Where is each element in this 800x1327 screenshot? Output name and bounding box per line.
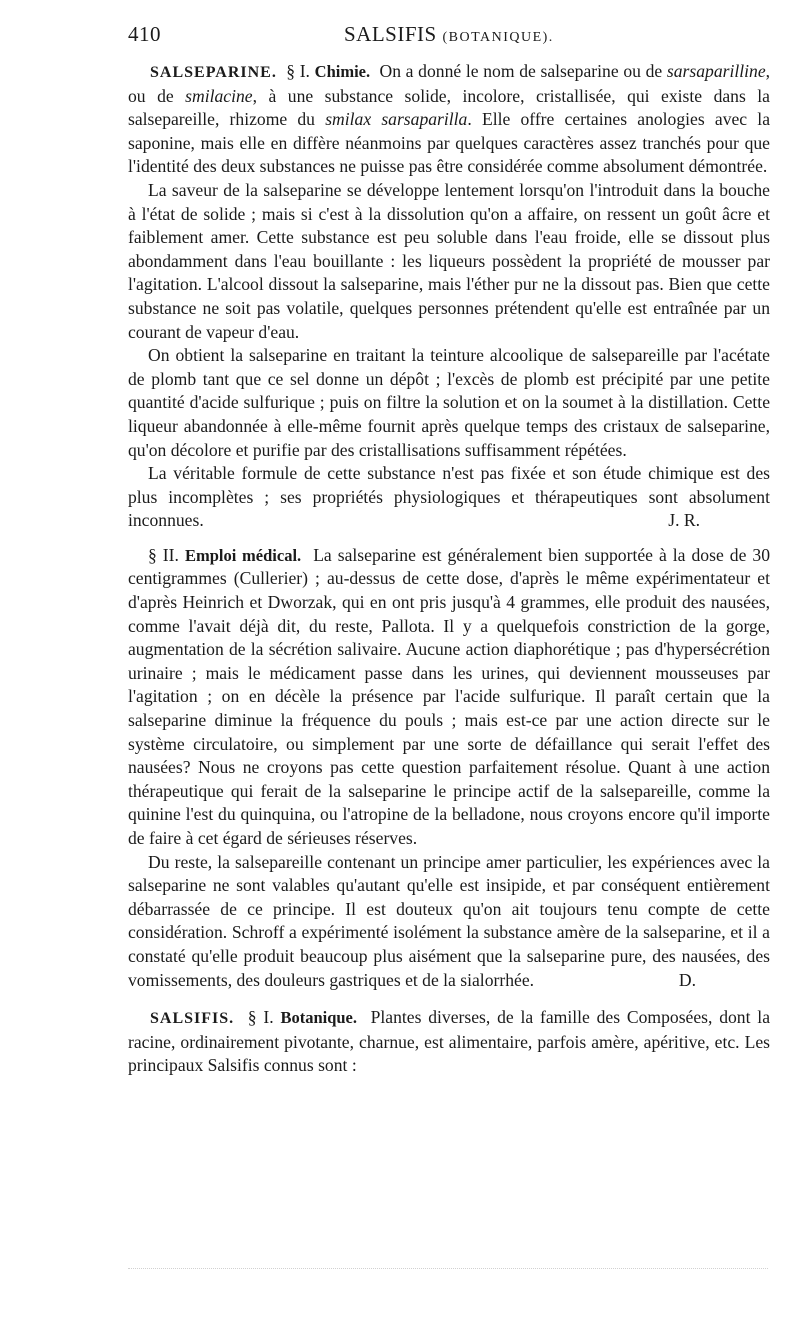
running-head [128, 18, 768, 48]
article-body [128, 60, 770, 1078]
italic-term: sarsaparilline [666, 61, 766, 81]
italic-term: smilax sarsaparilla [325, 109, 468, 130]
text-run: , ou de [128, 61, 771, 106]
text-run: Plantes diverses, de la famille des Composées, dont la racine, ordinairement pivotante, charnue, est alimentaire, parfois amère, apéritive, etc. Les principaux Salsifis connus sont : [128, 1007, 770, 1076]
section-title: Emploi médical. [184, 545, 302, 565]
paragraph: On obtient la salseparine en traitant la teinture alcoolique de salsepareille par l'acétate de plomb tant que ce sel donne un dépôt ; l'excès de plomb est précipité par une petite quantité d'acide sulfurique ; puis on filtre la solution et on la soumet à la distillation. Cette liqueur abandonnée à elle-même fournit après quelque temps des cristaux de salseparine, qu'on décolore et purifie par des cristallisations suffisamment répétées. [128, 345, 770, 460]
entry-heading: SALSEPARINE. [150, 64, 277, 81]
author-signature: J. R. [668, 510, 700, 531]
text-run: . Elle offre certaines anologies avec la saponine, mais elle en diffère néanmoins par quelques caractères assez tranchés pour que l'identité des deux substances ne puisse pas être considérée comme absolument démontrée. [128, 109, 770, 177]
running-title-main: SALSIFIS [344, 22, 437, 46]
paragraph [128, 544, 770, 851]
text-run: Du reste, la salsepareille contenant un principe amer particulier, les expériences avec la salseparine ne sont valables qu'autant qu'elle est insipide, et par conséquent entièrement débarrassée de ce principe. Il est douteux qu'on ait toujours tenu compte de cette considération. Schroff a expérimenté isolément la substance amère de la salseparine, et il a constaté qu'elle produit beaucoup plus aisément que la salseparine pure, des nausées, des vomissements, des douleurs gastriques et de la sialorrhée. [128, 851, 770, 990]
running-title-sub: (BOTANIQUE). [442, 30, 554, 45]
page-number: 410 [128, 22, 161, 46]
paragraph [128, 851, 770, 993]
text-run: La salseparine est généralement bien supportée à la dose de 30 centigrammes (Cullerier) ; au-dessus de cette dose, d'après le même expérimentateur et d'après Heinrich et Dworzak, qui en ont pris jusqu'à 4 grammes, elle produit des nausées, comme l'avait déjà dit, du reste, Pallota. Il y a quelquefois constriction de la gorge, augmentation de la sécrétion salivaire. Aucune action diaphorétique ; pas d'hypersécrétion urinaire ; mais le médicament passe dans les urines, qui deviennent mousseuses par l'agitation ; on en décèle la présence par l'acide sulfurique. Il paraît certain que la salseparine diminue la fréquence du pouls ; mais est-ce par une action directe sur le système circulatoire, ou simplement par une sorte de défaillance qui serait l'effet des nausées? Nous ne croyons pas cette question parfaitement résolue. Quant à une action thérapeutique qui ferait de la salseparine le principe actif de la salsepareille, comme la quinine l'est du quinquina, ou l'atropine de la belladone, nous croyons encore qu'il importe de faire à cet égard de sérieuses réserves. [128, 544, 770, 848]
running-title [344, 22, 554, 47]
paragraph [128, 60, 770, 179]
entry-heading: SALSIFIS. [150, 1010, 235, 1028]
scan-artifact-line [128, 1268, 768, 1272]
section-number: § II. [148, 544, 179, 565]
text-run: , à une substance solide, incolore, cristallisée, qui existe dans la salsepareille, rhizome du [128, 85, 770, 130]
italic-term: smilacine [185, 85, 253, 106]
paragraph [128, 1006, 770, 1078]
text-run: On a donné le nom de salseparine ou de [379, 61, 667, 81]
section-title: Chimie. [314, 62, 371, 81]
author-signature: D. [678, 969, 696, 990]
paragraph: La saveur de la salseparine se développe lentement lorsqu'on l'introduit dans la bouche à l'état de solide ; mais si c'est à la dissolution qu'on a affaire, on ressent un goût âcre et faiblement amer. Cette substance est peu soluble dans l'eau froide, elle se dissout plus abondamment dans l'eau bouillante : les liqueurs possèdent la propriété de mousser par l'agitation. L'alcool dissout la salseparine, mais l'éther pur ne la dissout pas. Bien que cette substance ne soit pas volatile, quelques personnes prétendent qu'elle est entraînée par un courant de vapeur d'eau. [128, 179, 770, 342]
section-number: § I. [286, 61, 310, 81]
text-run: La véritable formule de cette substance n'est pas fixée et son étude chimique est des plus incomplètes ; ses propriétés physiologiques et thérapeutiques sont absolument inconnues. [128, 463, 770, 531]
paragraph [128, 462, 770, 533]
section-number: § I. [247, 1007, 274, 1028]
section-title: Botanique. [280, 1008, 357, 1028]
